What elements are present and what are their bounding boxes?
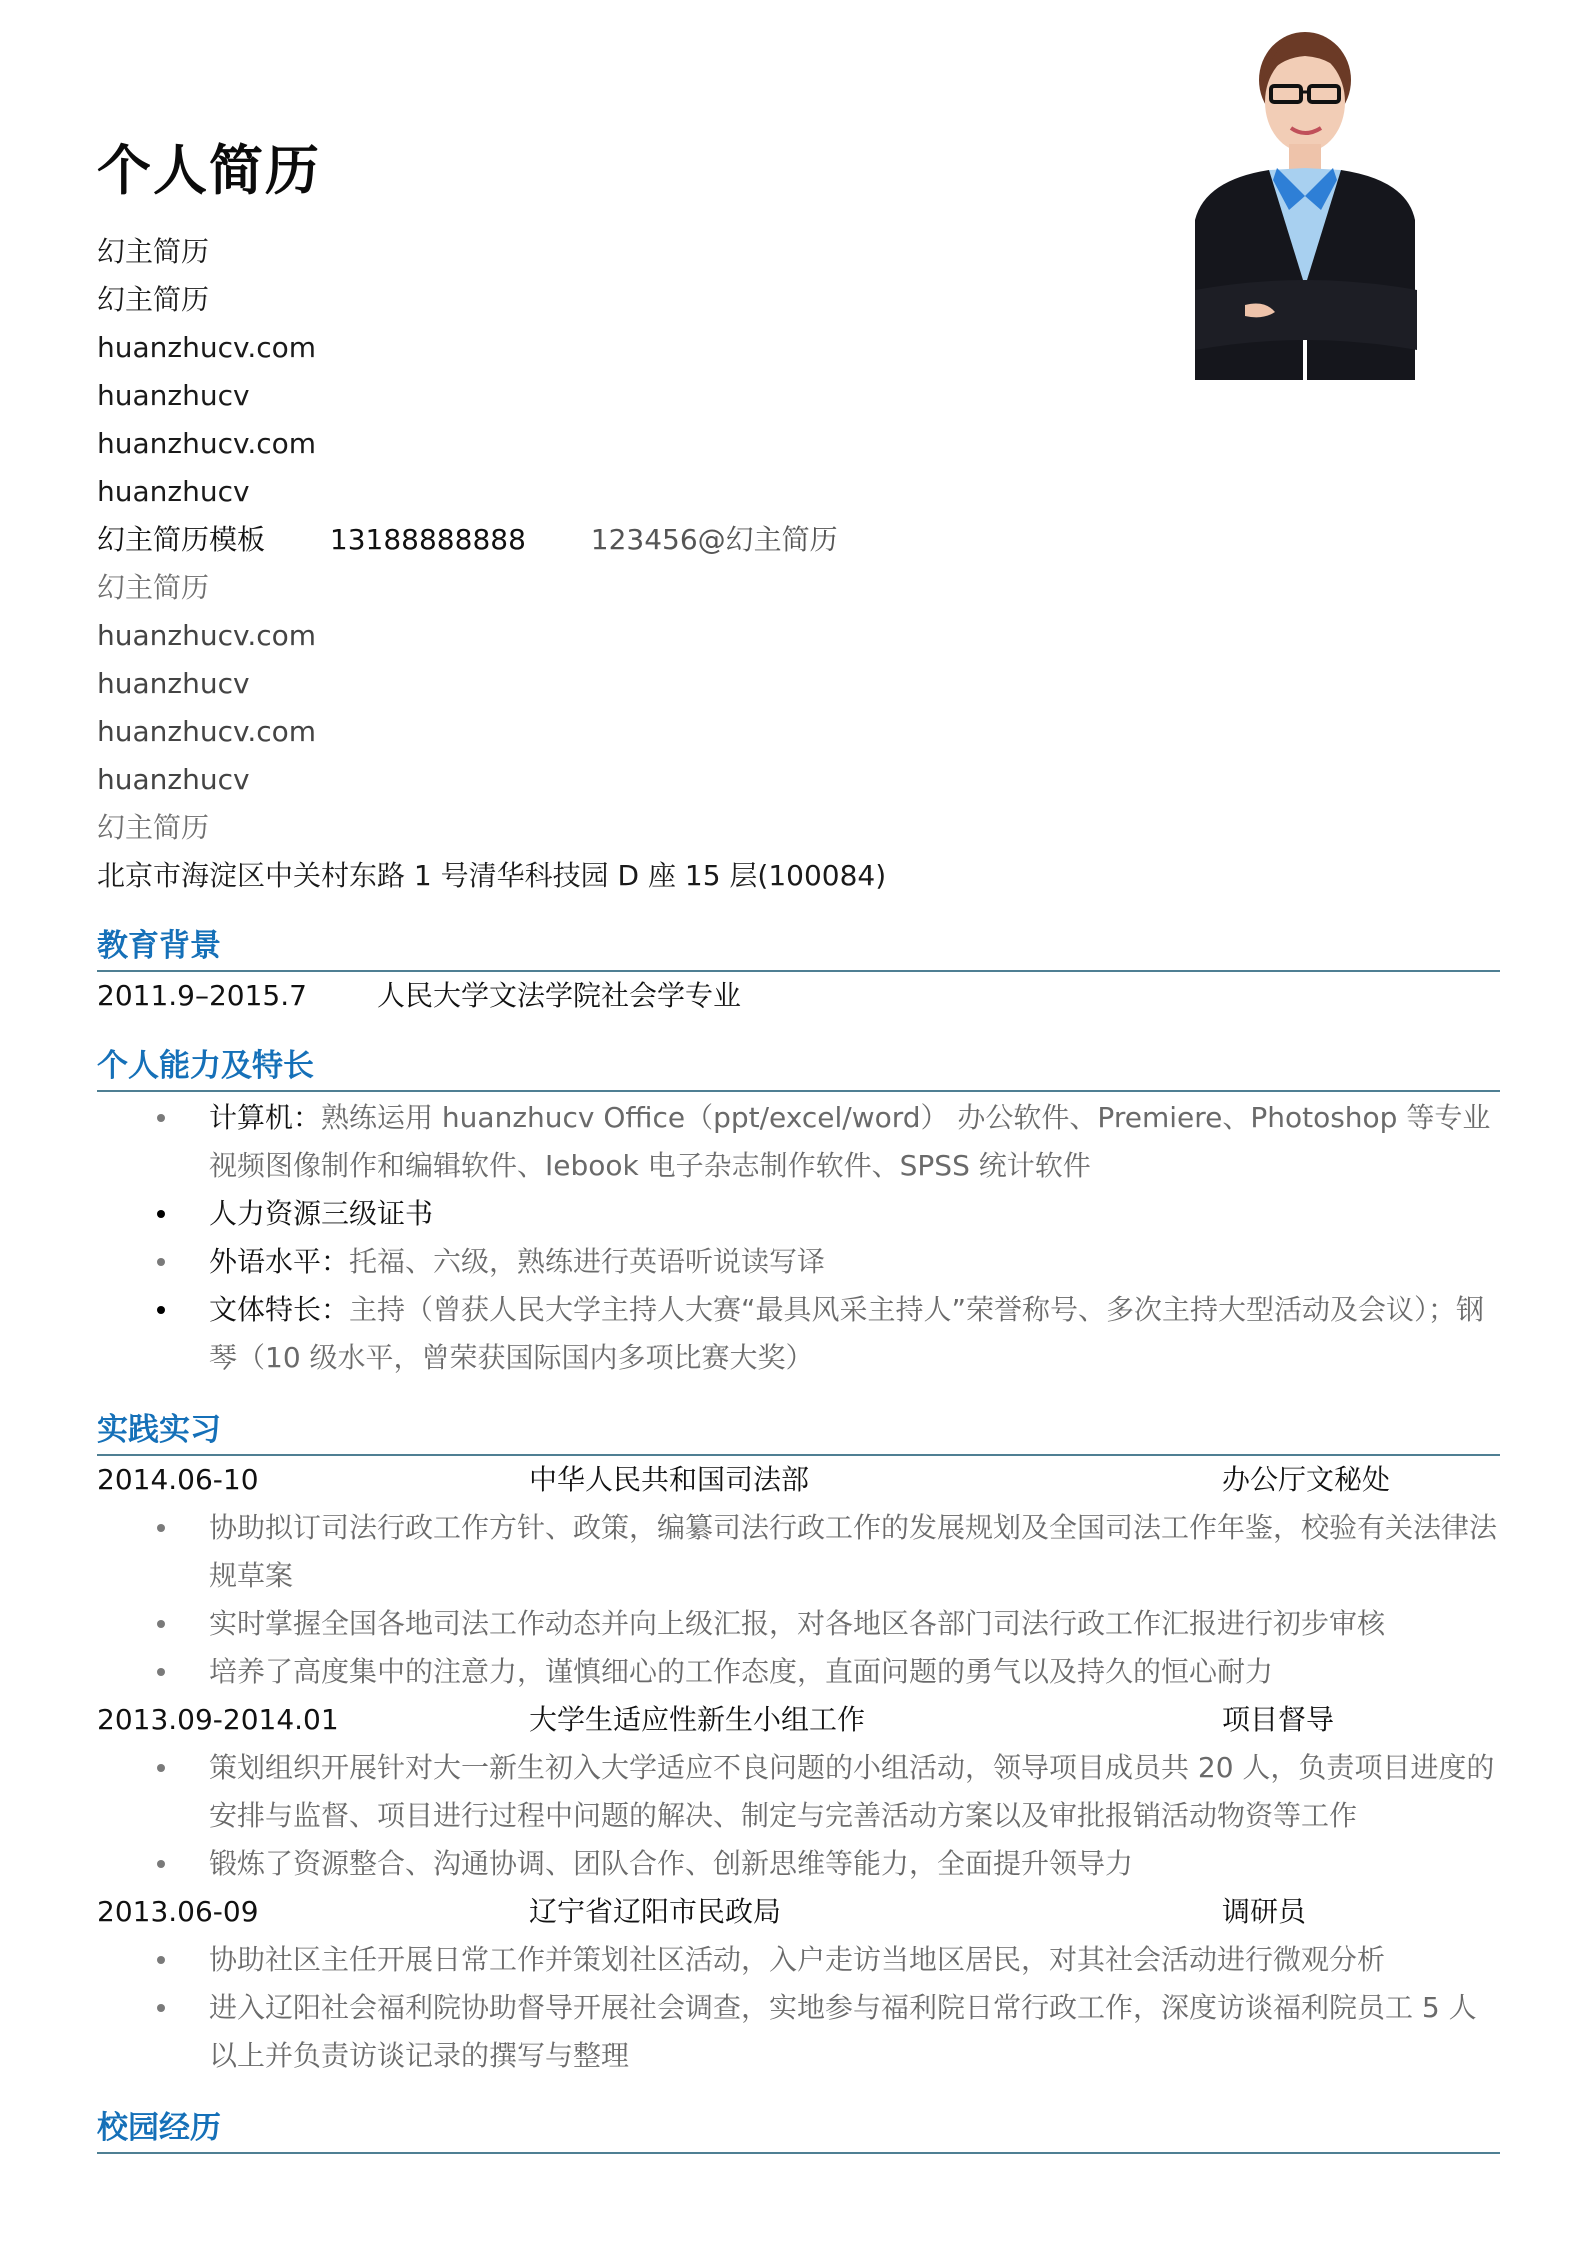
skill-label: 文体特长： xyxy=(209,1293,350,1326)
profile-photo xyxy=(1185,20,1435,380)
bullet-icon xyxy=(157,1524,165,1532)
skill-item xyxy=(97,1094,1500,1190)
practice-org: 中华人民共和国司法部 xyxy=(529,1463,810,1496)
practice-bullet xyxy=(97,1600,1500,1648)
bullet-icon xyxy=(157,1668,165,1676)
bullet-text: 实时掌握全国各地司法工作动态并向上级汇报，对各地区各部门司法行政工作汇报进行初步审核 xyxy=(209,1607,1386,1640)
bullet-icon xyxy=(157,1306,165,1314)
education-detail: 人民大学文法学院社会学专业 xyxy=(377,979,742,1012)
section-divider xyxy=(97,2152,1500,2154)
contact-name: 幻主简历模板 xyxy=(97,523,266,556)
skill-label: 计算机： xyxy=(209,1101,322,1134)
info-line: 幻主简历 xyxy=(97,811,210,844)
info-line: huanzhucv xyxy=(97,379,250,412)
section-divider xyxy=(97,1090,1500,1092)
skill-item xyxy=(97,1238,1500,1286)
skill-item xyxy=(97,1190,1500,1238)
section-skills xyxy=(97,1046,1500,1382)
bullet-icon xyxy=(157,1620,165,1628)
bullet-text: 协助社区主任开展日常工作并策划社区活动，入户走访当地区居民，对其社会活动进行微观分析 xyxy=(209,1943,1386,1976)
skill-item xyxy=(97,1286,1500,1382)
info-line: 幻主简历 xyxy=(97,571,210,604)
contact-row xyxy=(97,516,997,564)
practice-bullet xyxy=(97,1504,1500,1600)
practice-role: 办公厅文秘处 xyxy=(1222,1463,1391,1496)
practice-role: 项目督导 xyxy=(1222,1703,1335,1736)
bullet-text: 锻炼了资源整合、沟通协调、团队合作、创新思维等能力，全面提升领导力 xyxy=(209,1847,1134,1880)
skill-label: 外语水平： xyxy=(209,1245,350,1278)
section-heading: 教育背景 xyxy=(97,928,221,964)
info-line: 幻主简历 xyxy=(97,283,210,316)
practice-period: 2014.06-10 xyxy=(97,1463,259,1496)
practice-period: 2013.06-09 xyxy=(97,1895,259,1928)
page-title: 个人简历 xyxy=(97,139,321,202)
practice-bullet xyxy=(97,1984,1500,2080)
skill-text: 熟练运用 huanzhucv Office（ppt/excel/word） 办公软件、Premiere、Photoshop 等专业视频图像制作和编辑软件、Iebook 电子杂志制作软件、SPSS 统计软件 xyxy=(209,1101,1491,1182)
bullet-text: 培养了高度集中的注意力，谨慎细心的工作态度，直面问题的勇气以及持久的恒心耐力 xyxy=(209,1655,1274,1688)
bullet-icon xyxy=(157,1764,165,1772)
info-line: huanzhucv.com xyxy=(97,715,317,748)
bullet-icon xyxy=(157,1210,165,1218)
bullet-icon xyxy=(157,1956,165,1964)
section-heading: 个人能力及特长 xyxy=(97,1048,314,1084)
practice-org: 辽宁省辽阳市民政局 xyxy=(529,1895,782,1928)
info-line: huanzhucv.com xyxy=(97,427,317,460)
info-line: 幻主简历 xyxy=(97,235,210,268)
bullet-icon xyxy=(157,2004,165,2012)
contact-phone: 13188888888 xyxy=(329,523,526,556)
section-campus xyxy=(97,2108,1500,2154)
contact-email[interactable]: 123456@幻主简历 xyxy=(590,523,838,556)
info-line: huanzhucv.com xyxy=(97,619,317,652)
section-heading: 实践实习 xyxy=(97,1412,221,1448)
skill-label: 人力资源三级证书 xyxy=(209,1197,434,1230)
personal-info xyxy=(97,228,997,900)
bullet-text: 协助拟订司法行政工作方针、政策，编纂司法行政工作的发展规划及全国司法工作年鉴，校验有关法律法规草案 xyxy=(209,1511,1498,1592)
info-line: huanzhucv.com xyxy=(97,331,317,364)
section-heading: 校园经历 xyxy=(97,2110,221,2146)
practice-entry-header xyxy=(97,1888,1500,1936)
education-row xyxy=(97,972,1500,1020)
skill-text: 托福、六级，熟练进行英语听说读写译 xyxy=(349,1245,826,1278)
bullet-icon xyxy=(157,1258,165,1266)
practice-bullet xyxy=(97,1744,1500,1840)
bullet-text: 策划组织开展针对大一新生初入大学适应不良问题的小组活动，领导项目成员共 20 人，负责项目进度的安排与监督、项目进行过程中问题的解决、制定与完善活动方案以及审批报销活动物资等工作 xyxy=(209,1751,1495,1832)
practice-entry-header xyxy=(97,1696,1500,1744)
skill-text: 主持（曾获人民大学主持人大赛“最具风采主持人”荣誉称号、多次主持大型活动及会议）；钢琴（10 级水平，曾荣获国际国内多项比赛大奖） xyxy=(209,1293,1485,1374)
address: 北京市海淀区中关村东路 1 号清华科技园 D 座 15 层(100084) xyxy=(97,859,887,892)
bullet-icon xyxy=(157,1114,165,1122)
section-education xyxy=(97,926,1500,1020)
section-practice xyxy=(97,1410,1500,2080)
practice-bullet xyxy=(97,1840,1500,1888)
bullet-text: 进入辽阳社会福利院协助督导开展社会调查，实地参与福利院日常行政工作，深度访谈福利院员工 5 人以上并负责访谈记录的撰写与整理 xyxy=(209,1991,1477,2072)
practice-bullet xyxy=(97,1936,1500,1984)
bullet-icon xyxy=(157,1860,165,1868)
info-line: huanzhucv xyxy=(97,763,250,796)
practice-entry-header xyxy=(97,1456,1500,1504)
practice-period: 2013.09-2014.01 xyxy=(97,1703,339,1736)
practice-bullet xyxy=(97,1648,1500,1696)
practice-role: 调研员 xyxy=(1222,1895,1307,1928)
education-period: 2011.9–2015.7 xyxy=(97,979,307,1012)
practice-org: 大学生适应性新生小组工作 xyxy=(529,1703,866,1736)
info-line: huanzhucv xyxy=(97,667,250,700)
info-line: huanzhucv xyxy=(97,475,250,508)
